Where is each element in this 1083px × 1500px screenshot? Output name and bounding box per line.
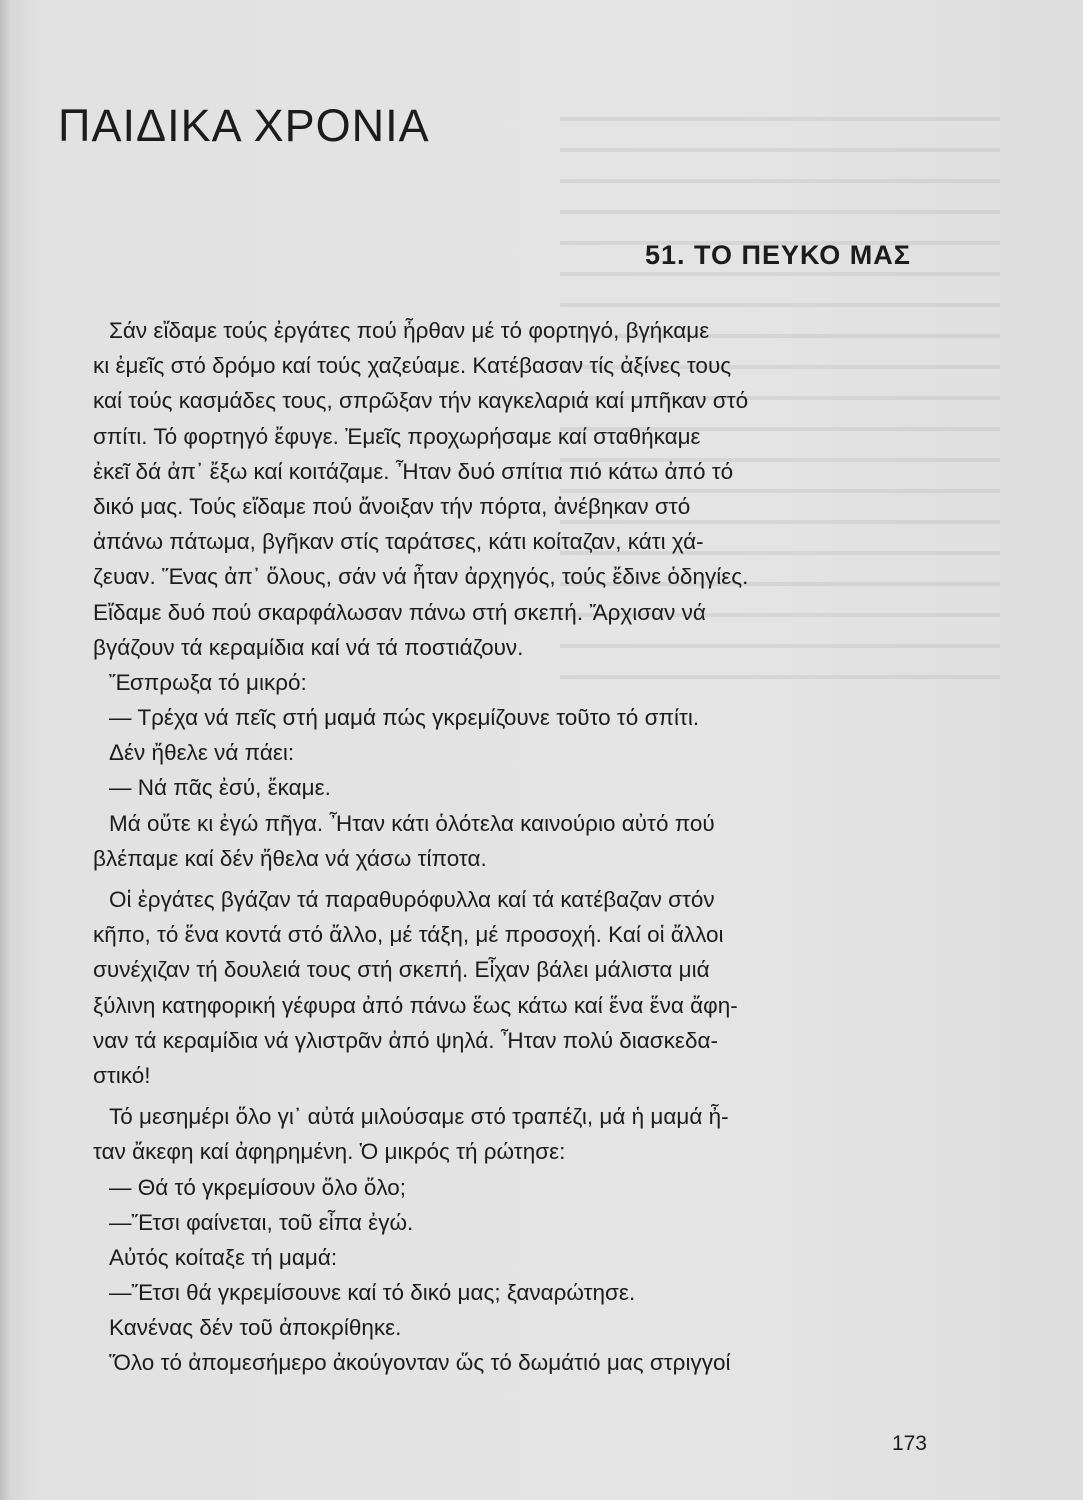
text-line: ταν ἄκεφη καί ἀφηρημένη. Ὁ μικρός τή ρώτησε: xyxy=(93,1139,566,1165)
text-line: κῆπο, τό ἕνα κοντά στό ἄλλο, μέ τάξη, μέ προσοχή. Καί οἱ ἄλλοι xyxy=(93,922,724,948)
text-line: βλέπαμε καί δέν ἤθελα νά χάσω τίποτα. xyxy=(93,845,487,871)
text-line: ἀπάνω πάτωμα, βγῆκαν στίς ταράτσες, κάτι κοίταζαν, κάτι χά- xyxy=(93,529,704,555)
text-line: κι ἐμεῖς στό δρόμο καί τούς χαζεύαμε. Κατέβασαν τίς ἀξίνες τους xyxy=(93,353,732,379)
text-line: Σάν εἴδαμε τούς ἐργάτες πού ἦρθαν μέ τό φορτηγό, βγήκαμε xyxy=(109,318,710,343)
text-line: Μά οὔτε κι ἐγώ πῆγα. Ἦταν κάτι ὁλότελα καινούριο αὐτό πού xyxy=(109,810,715,836)
text-line: Κανένας δέν τοῦ ἀποκρίθηκε. xyxy=(109,1315,402,1341)
text-line: σπίτι. Τό φορτηγό ἔφυγε. Ἐμεῖς προχωρήσαμε καί σταθήκαμε xyxy=(93,423,701,449)
text-line: ξύλινη κατηφορική γέφυρα ἀπό πάνω ἕως κάτω καί ἕνα ἕνα ἄφη- xyxy=(93,992,738,1018)
dialogue-line: — Θά τό γκρεμίσουν ὅλο ὅλο; xyxy=(109,1174,407,1200)
section-title: ΠΑΙΔΙΚΑ ΧΡΟΝΙΑ xyxy=(58,100,430,151)
text-line: Τό μεσημέρι ὅλο γι᾽ αὐτά μιλούσαμε στό τραπέζι, μά ἡ μαμά ἦ- xyxy=(109,1104,729,1130)
text-line: Ἔσπρωξα τό μικρό: xyxy=(109,669,307,695)
text-line: ναν τά κεραμίδια νά γλιστρᾶν ἀπό ψηλά. Ἦταν πολύ διασκεδα- xyxy=(93,1027,718,1053)
text-line: Εἴδαμε δυό πού σκαρφάλωσαν πάνω στή σκεπή. Ἄρχισαν νά xyxy=(93,599,706,625)
text-line: δικό μας. Τούς εἴδαμε πού ἄνοιξαν τήν πόρτα, ἀνέβηκαν στό xyxy=(93,493,691,519)
text-line: ἐκεῖ δά ἀπ᾽ ἔξω καί κοιτάζαμε. Ἦταν δυό σπίτια πιό κάτω ἀπό τό xyxy=(93,458,734,484)
dialogue-line: —Ἔτσι φαίνεται, τοῦ εἶπα ἐγώ. xyxy=(109,1209,414,1235)
dialogue-line: — Νά πᾶς ἐσύ, ἔκαμε. xyxy=(109,775,331,801)
text-line: Αὐτός κοίταξε τή μαμά: xyxy=(109,1244,338,1270)
text-line: στικό! xyxy=(93,1062,151,1088)
text-line: Ὅλο τό ἀπομεσήμερο ἀκούγονταν ὥς τό δωμάτιό μας στριγγοί xyxy=(109,1350,731,1376)
text-line: βγάζουν τά κεραμίδια καί νά τά ποστιάζουν. xyxy=(93,634,524,660)
text-line: Δέν ἤθελε νά πάει: xyxy=(109,740,295,766)
dialogue-line: —Ἔτσι θά γκρεμίσουνε καί τό δικό μας; ξαναρώτησε. xyxy=(109,1280,636,1306)
text-line: ζευαν. Ἕνας ἀπ᾽ ὅλους, σάν νά ἦταν ἀρχηγός, τούς ἔδινε ὁδηγίες. xyxy=(93,564,749,590)
text-line: καί τούς κασμάδες τους, σπρῶξαν τήν καγκελαριά καί μπῆκαν στό xyxy=(93,388,749,414)
text-line: Οἱ ἐργάτες βγάζαν τά παραθυρόφυλλα καί τά κατέβαζαν στόν xyxy=(109,887,715,912)
dialogue-line: — Τρέχα νά πεῖς στή μαμά πώς γκρεμίζουνε τοῦτο τό σπίτι. xyxy=(109,705,700,731)
page-number: 173 xyxy=(891,1432,927,1455)
text-line: συνέχιζαν τή δουλειά τους στή σκεπή. Εἶχαν βάλει μάλιστα μιά xyxy=(93,957,710,983)
chapter-title: 51. ΤΟ ΠΕΥΚΟ ΜΑΣ xyxy=(644,240,911,270)
body-text xyxy=(93,313,915,1381)
